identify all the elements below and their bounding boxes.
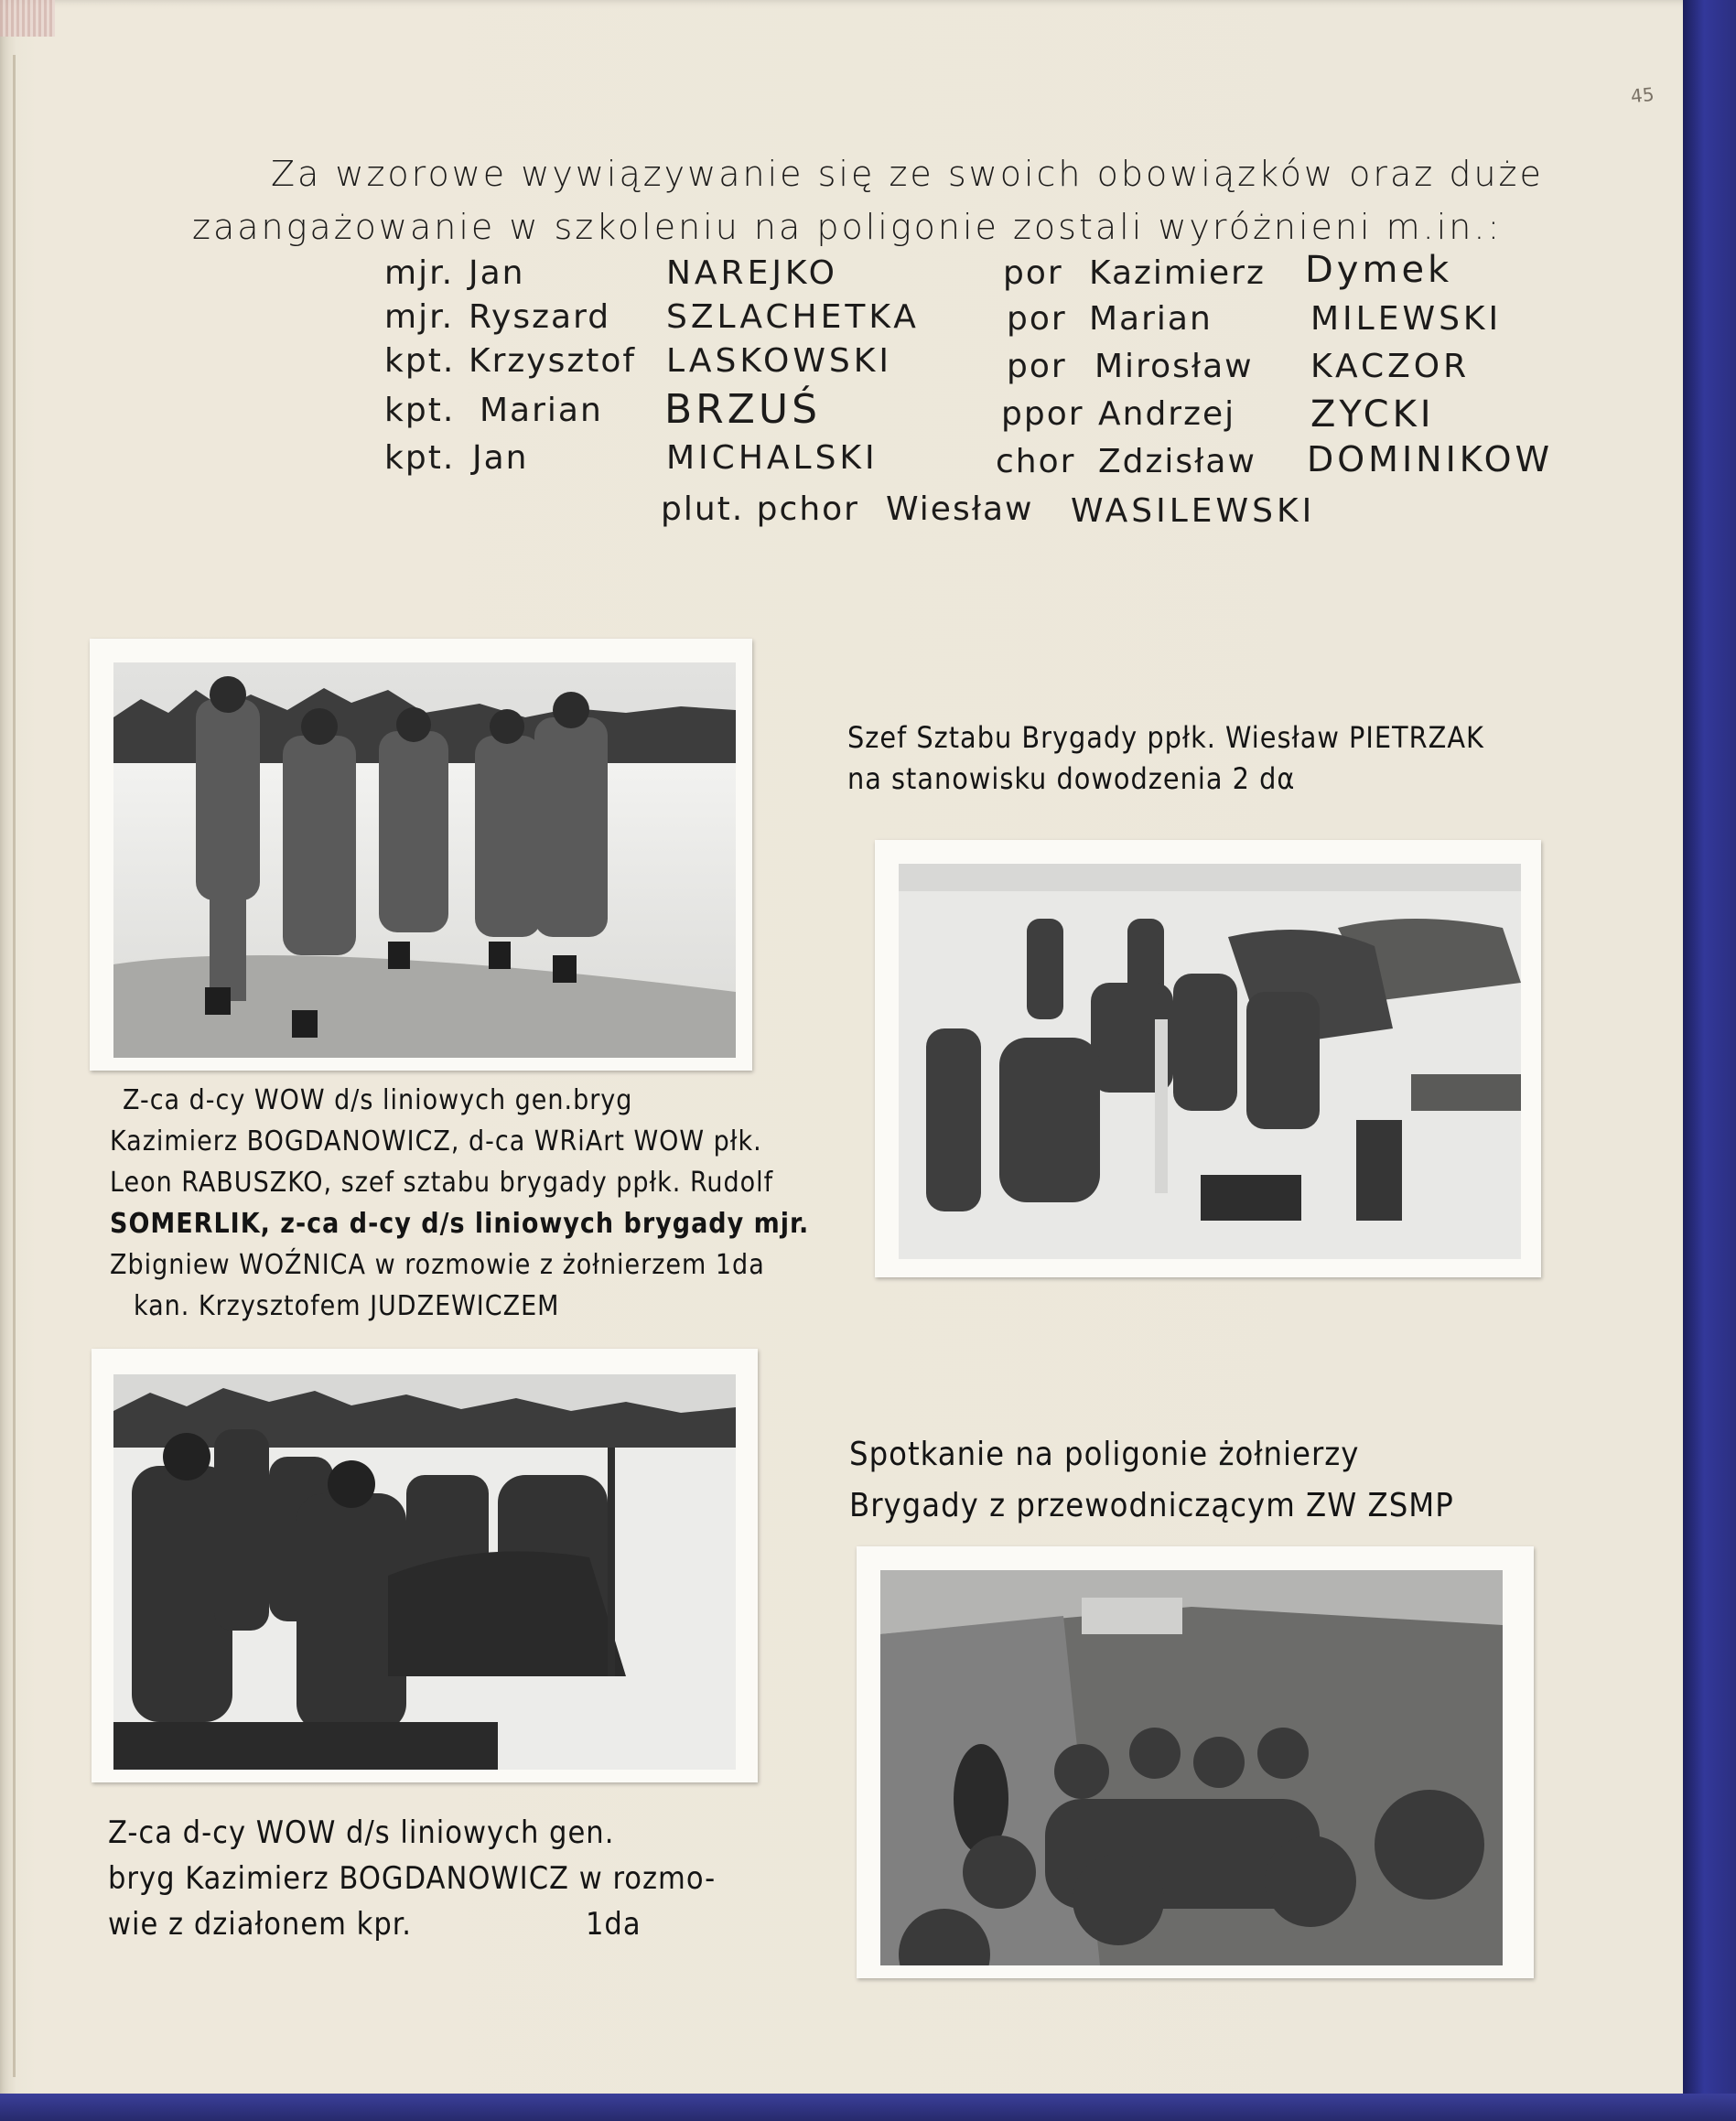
honoree-first: Mirosław xyxy=(1094,348,1254,385)
honoree-first: Wiesław xyxy=(886,490,1034,528)
intro-line-2: zaangażowanie w szkoleniu na poligonie zostali wyróżnieni m.in.: xyxy=(192,207,1503,247)
album-cover-edge xyxy=(1683,0,1736,2121)
intro-line-1: Za wzorowe wywiązywanie się ze swoich obowiązków oraz duże xyxy=(271,154,1544,194)
caption-line: Brygady z przewodniczącym ZW ZSMP xyxy=(849,1487,1454,1524)
honoree-last: ZYCKI xyxy=(1310,393,1435,436)
honoree-first: Jan xyxy=(472,439,529,477)
caption-line: SOMERLIK, z-ca d-cy d/s liniowych brygady mjr. xyxy=(110,1208,810,1240)
honoree-rank: ppor xyxy=(1001,395,1084,433)
honoree-last: MICHALSKI xyxy=(666,439,879,477)
honoree-first: Andrzej xyxy=(1098,395,1236,433)
honoree-first: Kazimierz xyxy=(1089,254,1266,292)
caption-meeting-zsmp xyxy=(849,1429,1454,1532)
caption-line: bryg Kazimierz BOGDANOWICZ w rozmo- xyxy=(108,1860,717,1897)
honoree-last: Dymek xyxy=(1305,249,1453,291)
page-number: 45 xyxy=(1629,82,1655,108)
honoree-last: SZLACHETKA xyxy=(666,298,920,336)
caption-line: Spotkanie na poligonie żołnierzy xyxy=(849,1436,1360,1473)
honoree-rank: por xyxy=(1003,254,1063,292)
album-cover-bottom xyxy=(0,2094,1736,2121)
photo-image xyxy=(113,662,736,1058)
honoree-rank: plut. pchor xyxy=(661,490,859,528)
caption-line: Szef Sztabu Brygady ppłk. Wiesław PIETRZAK xyxy=(847,720,1484,755)
photo-command-post-snow xyxy=(875,840,1541,1277)
photo-image xyxy=(899,864,1521,1259)
honoree-last: MILEWSKI xyxy=(1310,300,1503,338)
honoree-last: KACZOR xyxy=(1310,348,1471,385)
caption-line: Leon RABUSZKO, szef sztabu brygady ppłk. Rudolf xyxy=(110,1167,774,1199)
caption-line: kan. Krzysztofem JUDZEWICZEM xyxy=(134,1290,560,1322)
honoree-rank: mjr. xyxy=(384,298,455,336)
honoree-first: Zdzisław xyxy=(1098,443,1256,480)
honoree-first: Jan xyxy=(469,254,525,292)
honoree-rank: kpt. xyxy=(384,439,456,477)
caption-fragment: wie z działonem kpr. xyxy=(108,1906,412,1943)
honoree-rank: por xyxy=(1007,348,1067,385)
caption-line: na stanowisku dowodzenia 2 dα xyxy=(847,761,1296,796)
honoree-last: LASKOWSKI xyxy=(666,342,893,380)
caption-line xyxy=(108,1901,716,1947)
honoree-rank: kpt. xyxy=(384,392,456,429)
caption-line: Kazimierz BOGDANOWICZ, d-ca WRiArt WOW płk. xyxy=(110,1125,762,1157)
caption-chief-of-staff xyxy=(847,717,1484,800)
honoree-last: NAREJKO xyxy=(666,254,838,292)
honoree-rank: kpt. xyxy=(384,342,456,380)
honoree-rank: por xyxy=(1007,300,1067,338)
caption-line: Zbigniew WOŹNICA w rozmowie z żołnierzem 1da xyxy=(110,1249,765,1281)
honoree-rank: chor xyxy=(996,443,1076,480)
photo-officers-winter-field xyxy=(90,639,752,1071)
honoree-first: Marian xyxy=(1089,300,1213,338)
honoree-last: BRZUŚ xyxy=(664,386,822,433)
honoree-first: Ryszard xyxy=(469,298,611,336)
honoree-first: Krzysztof xyxy=(469,342,637,380)
photo-general-with-gun-crew xyxy=(92,1349,758,1782)
honoree-last: WASILEWSKI xyxy=(1071,492,1316,530)
honoree-rank: mjr. xyxy=(384,254,455,292)
caption-general-gunner xyxy=(108,1810,716,1947)
caption-line: Z-ca d-cy WOW d/s liniowych gen.bryg xyxy=(123,1084,633,1116)
honoree-last: DOMINIKOW xyxy=(1307,439,1554,479)
caption-line: Z-ca d-cy WOW d/s liniowych gen. xyxy=(108,1814,615,1851)
photo-image xyxy=(113,1374,736,1770)
photo-image xyxy=(880,1570,1503,1965)
photo-tent-meeting xyxy=(857,1546,1534,1978)
honoree-first: Marian xyxy=(480,392,603,429)
caption-general-talk xyxy=(110,1080,809,1327)
caption-fragment: 1da xyxy=(585,1906,642,1943)
binding-strip xyxy=(0,0,55,37)
page-fold xyxy=(13,55,16,2077)
